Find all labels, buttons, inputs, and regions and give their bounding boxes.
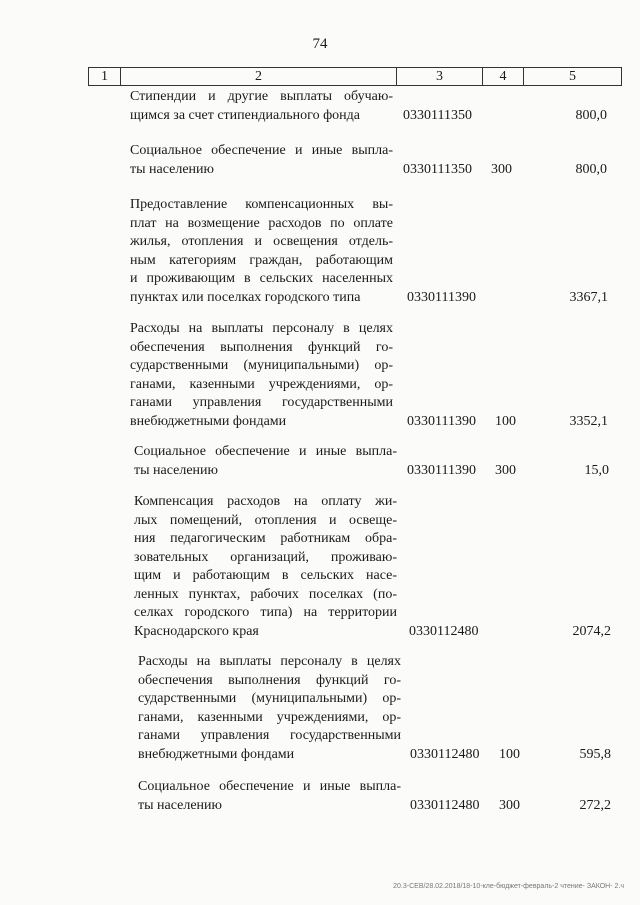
column-header-5: 5 (524, 68, 622, 86)
description-line: ганами управления государственными (138, 728, 401, 743)
row-amount: 3367,1 (569, 289, 608, 305)
description-line: селках городского типа) на территории (134, 605, 397, 620)
row-target-code: 0330112480 (410, 797, 480, 813)
footer-file-reference: 20.3-СЕВ/28.02.2018/18-10-кле-бюджет-февраль-2 чтение- ЗАКОН- 2.ч (393, 883, 624, 890)
description-line: ты населению (138, 797, 222, 813)
row-description (138, 653, 401, 764)
description-line: ленных пунктах, рабочих поселках (по- (134, 586, 397, 602)
row-target-code: 0330112480 (409, 623, 479, 639)
row-description (134, 493, 397, 641)
row-target-code: 0330111390 (407, 413, 476, 429)
description-line: Социальное обеспечение и иные выпла- (130, 143, 393, 158)
column-header-4: 4 (483, 68, 524, 86)
description-line: ганами, казенными учреждениями, ор- (138, 709, 401, 725)
page-number: 74 (312, 36, 328, 52)
row-description (138, 778, 401, 815)
row-target-code: 0330112480 (410, 746, 480, 762)
description-line: ты населению (134, 462, 218, 478)
row-expense-type: 100 (499, 746, 520, 762)
row-expense-type: 300 (491, 161, 512, 177)
description-line: ния педагогическим работникам обра- (134, 531, 397, 546)
description-line: жилья, отопления и освещения отдель- (130, 234, 393, 249)
row-expense-type: 300 (499, 797, 520, 813)
description-line: сударственными (муниципальными) ор- (138, 691, 401, 706)
description-line: внебюджетными фондами (138, 746, 295, 762)
row-description (130, 320, 393, 431)
row-target-code: 0330111390 (407, 289, 476, 305)
description-line: Социальное обеспечение и иные выпла- (134, 444, 397, 459)
column-header-table (88, 67, 622, 86)
row-description (134, 443, 397, 480)
column-header-2: 2 (121, 68, 397, 86)
description-line: внебюджетными фондами (130, 413, 287, 429)
description-line: лых помещений, отопления и освеще- (134, 512, 397, 528)
row-expense-type: 100 (495, 413, 516, 429)
column-header-3: 3 (397, 68, 483, 86)
description-line: обеспечения выполнения функций го- (130, 339, 393, 355)
row-description (130, 88, 393, 125)
row-description (130, 142, 393, 179)
row-amount: 272,2 (579, 797, 611, 813)
description-line: щим и работающим в сельских насе- (134, 568, 397, 583)
description-line: сударственными (муниципальными) ор- (130, 358, 393, 373)
row-amount: 595,8 (579, 746, 611, 762)
description-line: обеспечения выполнения функций го- (138, 672, 401, 688)
row-amount: 3352,1 (569, 413, 608, 429)
row-target-code: 0330111350 (403, 161, 472, 177)
description-line: зовательных организаций, проживаю- (134, 549, 397, 565)
row-expense-type: 300 (495, 462, 516, 478)
description-line: ганами, казенными учреждениями, ор- (130, 376, 393, 392)
description-line: и проживающим в сельских населенных (130, 271, 393, 286)
description-line: ты населению (130, 161, 214, 177)
description-line: Стипендии и другие выплаты обучаю- (130, 89, 393, 104)
row-amount: 800,0 (575, 107, 607, 123)
description-line: щимся за счет стипендиального фонда (130, 107, 360, 123)
description-line: Расходы на выплаты персоналу в целях (138, 654, 401, 669)
description-line: Предоставление компенсационных вы- (130, 197, 393, 212)
column-header-1: 1 (89, 68, 121, 86)
description-line: плат на возмещение расходов по оплате (130, 215, 393, 231)
row-amount: 2074,2 (572, 623, 611, 639)
row-target-code: 0330111390 (407, 462, 476, 478)
description-line: ным категориям граждан, работающим (130, 252, 393, 268)
description-line: ганами управления государственными (130, 395, 393, 410)
description-line: Краснодарского края (134, 623, 259, 639)
description-line: Компенсация расходов на оплату жи- (134, 494, 397, 509)
row-target-code: 0330111350 (403, 107, 472, 123)
row-amount: 800,0 (575, 161, 607, 177)
description-line: пунктах или поселках городского типа (130, 289, 361, 305)
row-amount: 15,0 (584, 462, 609, 478)
description-line: Социальное обеспечение и иные выпла- (138, 779, 401, 794)
description-line: Расходы на выплаты персоналу в целях (130, 321, 393, 336)
row-description (130, 196, 393, 307)
